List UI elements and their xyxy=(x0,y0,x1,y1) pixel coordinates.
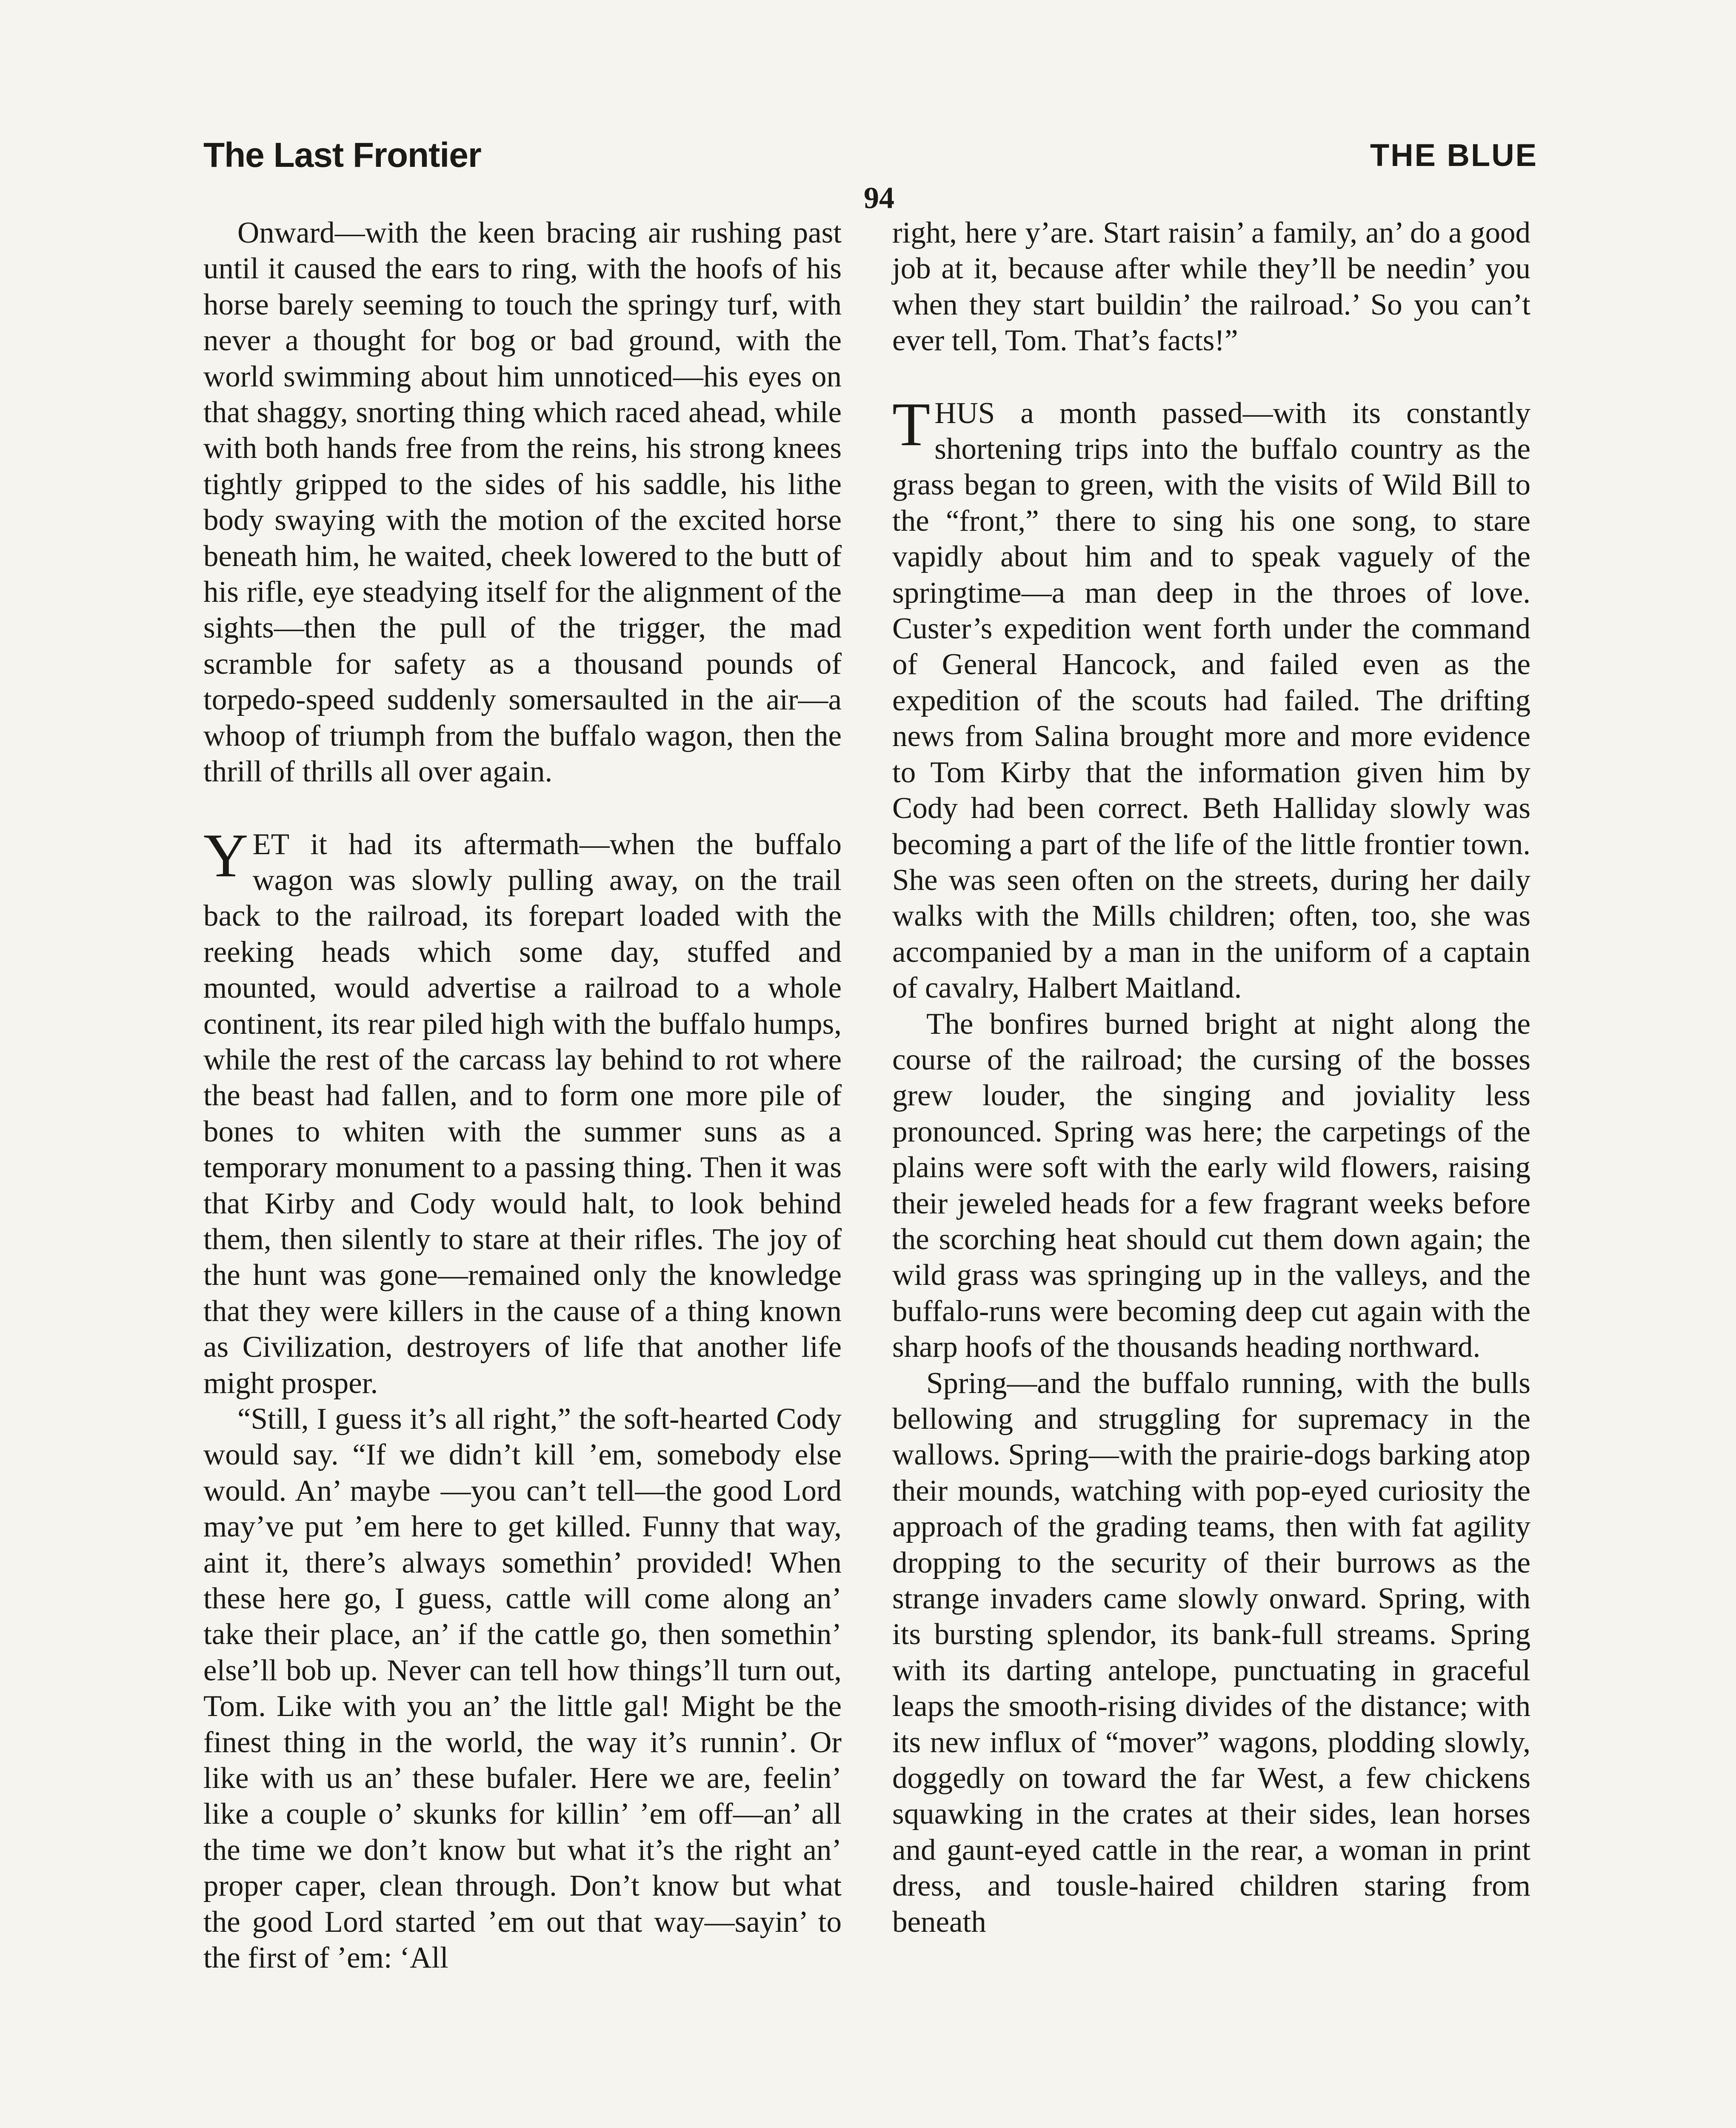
paragraph-text: HUS a month passed—with its constantly shortening trips into the buffalo country as the grass began to green, with the visits of Wild Bill to the “front,” there to sing his one song, to stare vapidly about him and to speak vaguely of the springtime—a man deep in the throes of love. Custer’s expedition went forth under the command of General Hancock, and failed even as the expedition of the scouts had failed. The drifting news from Salina brought more and more evidence to Tom Kirby that the information given him by Cody had been correct. Beth Halliday slowly was becoming a part of the life of the little frontier town. She was seen often on the streets, during her daily walks with the Mills children; often, too, she was accompanied by a man in the uniform of a captain of cavalry, Halbert Maitland. xyxy=(892,396,1530,1005)
paragraph: Spring—and the buffalo running, with the bulls bellowing and struggling for supremacy in the wallows. Spring—with the prairie-dogs barking atop their mounds, watching with pop-eyed curiosity the approach of the grading teams, then with fat agility dropping to the security of their burrows as the strange invaders came slowly onward. Spring, with its bursting splendor, its bank-full streams. Spring with its darting antelope, punctuating in graceful leaps the smooth-rising divides of the distance; with its new influx of “mover” wagons, plodding slowly, doggedly on toward the far West, a few chickens squawking in the crates at their sides, lean horses and gaunt-eyed cattle in the rear, a woman in print dress, and tousle-haired children staring from beneath xyxy=(892,1366,1530,1939)
paragraph: Onward—with the keen bracing air rushing past until it caused the ears to ring, with the hoofs of his horse barely seeming to touch the springy turf, with never a thought for bog or bad ground, with the world swimming about him unnoticed—his eyes on that shaggy, snorting thing which raced ahead, while with both hands free from the reins, his strong knees tightly gripped to the sides of his saddle, his lithe body swaying with the motion of the excited horse beneath him, he waited, cheek lowered to the butt of his rifle, eye steadying itself for the alignment of the sights—then the pull of the trigger, the mad scramble for safety as a thousand pounds of torpedo-speed suddenly somersaulted in the air—a whoop of triumph from the buffalo wagon, then the thrill of thrills all over again. xyxy=(203,216,842,789)
paragraph: “Still, I guess it’s all right,” the soft-hearted Cody would say. “If we didn’t kill ’em, somebody else would. An’ maybe —you can’t tell—the good Lord may’ve put ’em here to get killed. Funny that way, aint it, there’s always somethin’ provided! When these here go, I guess, cattle will come along an’ take their place, an’ if the cattle go, then somethin’ else’ll bob up. Never can tell how things’ll turn out, Tom. Like with you an’ the little gal! Might be the finest thing in the world, the way it’s runnin’. Or like with us an’ these bufaler. Here we are, feelin’ like a couple o’ skunks for killin’ ’em off—an’ all the time we don’t know but what it’s the right an’ proper caper, clean through. Don’t know but what the good Lord started ’em out that way—sayin’ to the first of ’em: ‘All xyxy=(203,1402,842,1975)
left-column xyxy=(203,215,842,1976)
running-head-magazine: THE BLUE xyxy=(1370,137,1538,173)
paragraph: right, here y’are. Start raisin’ a family, an’ do a good job at it, because after while they’ll be needin’ you when they start buildin’ the railroad.’ So you can’t ever tell, Tom. That’s facts!” xyxy=(892,216,1530,358)
right-column xyxy=(892,215,1530,1940)
paragraph-with-dropcap xyxy=(203,821,842,1402)
paragraph-text: ET it had its aftermath—when the buffalo wagon was slowly pulling away, on the trail back to the railroad, its forepart loaded with the reeking heads which some day, stuffed and mounted, would advertise a railroad to a whole continent, its rear piled high with the buffalo humps, while the rest of the carcass lay behind to rot where the beast had fallen, and to form one more pile of bones to whiten with the summer suns as a temporary monument to a passing thing. Then it was that Kirby and Cody would halt, to look behind them, then silently to stare at their rifles. The joy of the hunt was gone—remained only the knowledge that they were killers in the cause of a thing known as Civilization, destroyers of life that another life might prosper. xyxy=(203,827,842,1400)
drop-cap: Y xyxy=(203,821,248,890)
running-head-title: The Last Frontier xyxy=(203,136,481,174)
paragraph-with-dropcap xyxy=(892,389,1530,1006)
drop-cap: T xyxy=(892,389,931,459)
paragraph: The bonfires burned bright at night along the course of the railroad; the cursing of the bosses grew louder, the singing and joviality less pronounced. Spring was here; the carpetings of the plains were soft with the early wild flowers, raising their jeweled heads for a few fragrant weeks before the scorching heat should cut them down again; the wild grass was springing up in the valleys, and the buffalo-runs were becoming deep cut again with the sharp hoofs of the thousands heading northward. xyxy=(892,1007,1530,1364)
page-number: 94 xyxy=(864,181,894,215)
